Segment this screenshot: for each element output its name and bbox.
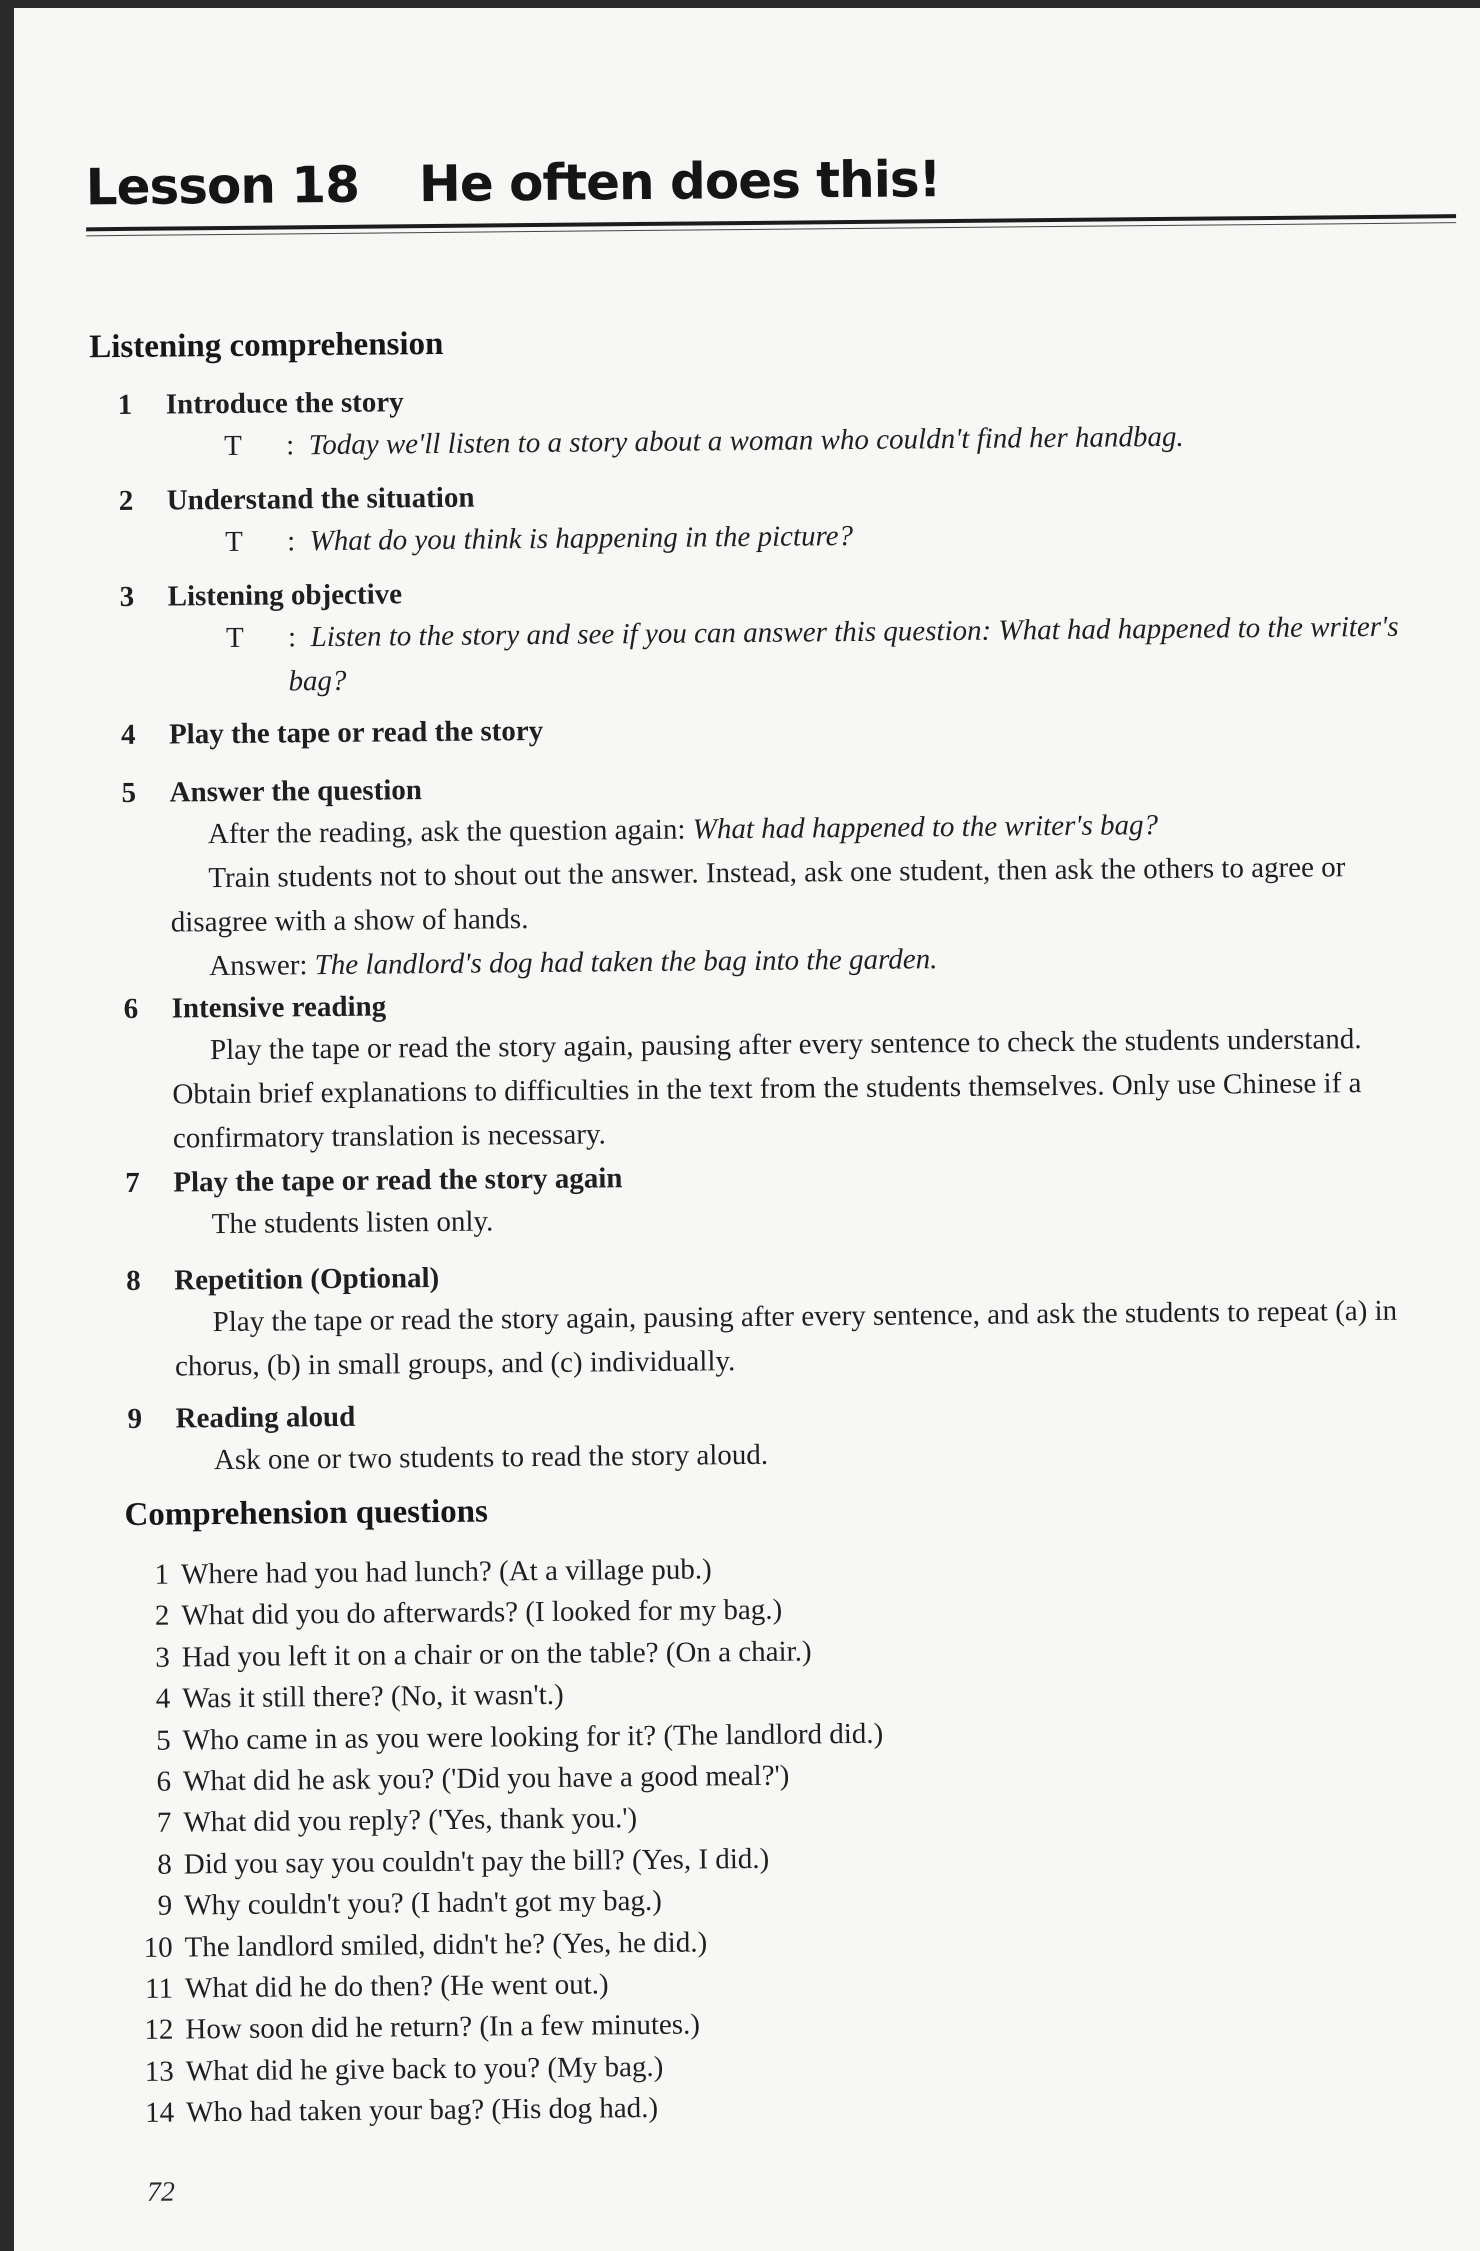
step-1 [118,372,1459,469]
step-text: Play the tape or read the story again, pausing after every sentence to check the students understand. [209,1023,1362,1067]
step-text: The students listen only. [211,1205,494,1241]
step-heading: 2 Understand the situation [118,481,475,518]
question-item: 1 Where had you had lunch? (At a village pub.) [154,1553,712,1591]
page-number: 72 [146,2176,176,2208]
step-text: Train students not to shout out the answer. Instead, ask one student, then ask the others to agree or [208,851,1346,895]
question-item: 4 Was it still there? (No, it wasn't.) [155,1679,564,1715]
lesson-header [85,144,1456,217]
step-6 [123,976,1465,1161]
step-text: disagree with a show of hands. [170,903,529,939]
step-2 [119,468,1460,565]
comprehension-heading: Comprehension questions [124,1493,489,1534]
listening-heading: Listening comprehension [89,325,444,366]
step-text: Obtain brief explanations to difficulties in the text from the students themselves. Only use Chinese if a [172,1067,1362,1111]
step-8 [126,1248,1467,1389]
lesson-title [85,144,1456,217]
step-5 [121,760,1463,989]
question-item: 14 Who had taken your bag? (His dog had.) [145,2092,659,2130]
question-item: 7 What did you reply? ('Yes, thank you.') [156,1802,638,1840]
question-item: 2 What did you do afterwards? (I looked for my bag.) [154,1594,783,1633]
question-item: 13 What did he give back to you? (My bag.) [144,2050,664,2088]
step-heading: 4 Play the tape or read the story [120,714,544,752]
step-heading: 3 Listening objective [119,578,403,614]
step-heading: 9 Reading aloud [127,1400,356,1435]
lesson-name: He often does this! [418,150,941,214]
lesson-number: Lesson 18 [85,155,360,217]
step-text: Answer: The landlord's dog had taken the bag into the garden. [209,943,938,983]
step-text: Play the tape or read the story again, pausing after every sentence, and ask the students to repeat (a) in [212,1294,1398,1339]
teacher-line: T : What do you think is happening in the picture? [224,519,854,558]
step-text: confirmatory translation is necessary. [172,1118,606,1155]
question-item: 12 How soon did he return? (In a few minutes.) [144,2008,701,2047]
step-text: After the reading, ask the question again: What had happened to the writer's bag? [207,809,1159,851]
step-heading: 6 Intensive reading [123,990,387,1025]
step-heading: 5 Answer the question [121,774,423,810]
teacher-line-cont: bag? [288,664,347,698]
step-7 [125,1150,1466,1247]
step-3 [119,564,1460,705]
question-item: 9 Why couldn't you? (I hadn't got my bag.) [157,1885,662,1922]
question-item: 6 What did he ask you? ('Did you have a good meal?') [156,1759,790,1798]
teacher-line: T : Today we'll listen to a story about a woman who couldn't find her handbag. [224,420,1184,463]
question-item: 3 Had you left it on a chair or on the table? (On a chair.) [155,1635,812,1674]
step-text: Ask one or two students to read the story aloud. [213,1438,769,1477]
step-text: chorus, (b) in small groups, and (c) individually. [174,1345,736,1383]
step-heading: 8 Repetition (Optional) [126,1261,440,1297]
page-content [14,8,1480,2251]
question-item: 8 Did you say you couldn't pay the bill? (Yes, I did.) [157,1842,770,1881]
teacher-line: T : Listen to the story and see if you can answer this question: What had happened to the writer's [225,610,1399,654]
question-item: 11 What did he do then? (He went out.) [144,1968,609,2005]
step-heading: 1 Introduce the story [117,386,404,422]
question-item: 5 Who came in as you were looking for it? (The landlord did.) [155,1717,884,1757]
question-list [119,1543,1425,2135]
book-page [14,8,1480,2251]
step-heading: 7 Play the tape or read the story again [125,1162,623,1199]
question-item: 10 The landlord smiled, didn't he? (Yes, he did.) [143,1926,708,1964]
step-9 [127,1386,1468,1483]
step-4 [121,702,1461,755]
